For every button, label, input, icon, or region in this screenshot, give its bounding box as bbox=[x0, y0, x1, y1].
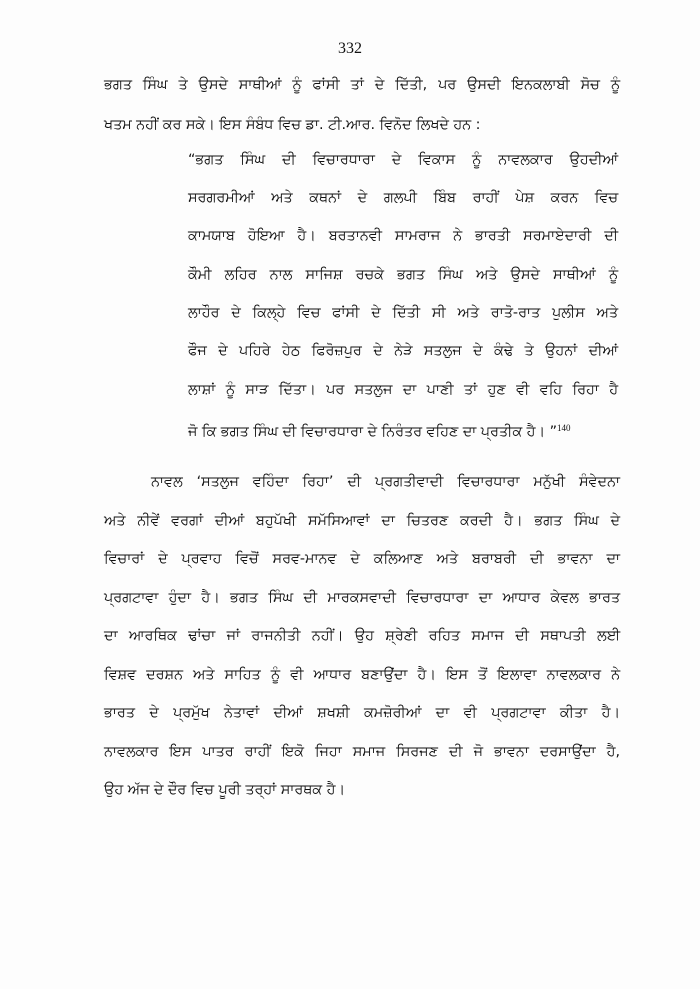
text-line: ਵਿਸ਼ਵ ਦਰਸ਼ਨ ਅਤੇ ਸਾਹਿਤ ਨੂੰ ਵੀ ਆਧਾਰ ਬਣਾਉਂਦਾ ਹੈ। ਇਸ ਤੋਂ ਇਲਾਵਾ ਨਾਵਲਕਾਰ ਨੇ bbox=[104, 667, 620, 683]
page-number: 332 bbox=[338, 40, 362, 57]
quote-line: ਫੌਜ ਦੇ ਪਹਿਰੇ ਹੇਠ ਫਿਰੋਜ਼ਪੁਰ ਦੇ ਨੇੜੇ ਸਤਲੁਜ ਦੇ ਕੰਢੇ ਤੇ ਉਹਨਾਂ ਦੀਆਂ bbox=[188, 343, 618, 359]
text-line: ਅਤੇ ਨੀਵੇਂ ਵਰਗਾਂ ਦੀਆਂ ਬਹੁਪੱਖੀ ਸਮੱਸਿਆਵਾਂ ਦਾ ਚਿਤਰਣ ਕਰਦੀ ਹੈ। ਭਗਤ ਸਿੰਘ ਦੇ bbox=[104, 513, 620, 529]
text-line: ਉਹ ਅੱਜ ਦੇ ਦੌਰ ਵਿਚ ਪੂਰੀ ਤਰ੍ਹਾਂ ਸਾਰਥਕ ਹੈ। bbox=[104, 782, 346, 798]
text-line: ਭਾਰਤ ਦੇ ਪ੍ਰਮੁੱਖ ਨੇਤਾਵਾਂ ਦੀਆਂ ਸ਼ਖਸ਼ੀ ਕਮਜ਼ੋਰੀਆਂ ਦਾ ਵੀ ਪ੍ਰਗਟਾਵਾ ਕੀਤਾ ਹੈ। bbox=[104, 705, 620, 721]
text-line: ਖਤਮ ਨਹੀਂ ਕਰ ਸਕੇ। ਇਸ ਸੰਬੰਧ ਵਿਚ ਡਾ. ਟੀ.ਆਰ. ਵਿਨੋਦ ਲਿਖਦੇ ਹਨ : bbox=[104, 117, 481, 133]
quote-line: ਲਾਹੌਰ ਦੇ ਕਿਲ੍ਹੇ ਵਿਚ ਫਾਂਸੀ ਦੇ ਦਿੱਤੀ ਸੀ ਅਤੇ ਰਾਤੋ-ਰਾਤ ਪੁਲੀਸ ਅਤੇ bbox=[188, 305, 618, 321]
text-line: ਭਗਤ ਸਿੰਘ ਤੇ ਉਸਦੇ ਸਾਥੀਆਂ ਨੂੰ ਫਾਂਸੀ ਤਾਂ ਦੇ ਦਿੱਤੀ, ਪਰ ਉਸਦੀ ਇਨਕਲਾਬੀ ਸੋਚ ਨੂੰ bbox=[104, 77, 620, 93]
quote-line: ਸਰਗਰਮੀਆਂ ਅਤੇ ਕਥਨਾਂ ਦੇ ਗਲਪੀ ਬਿੰਬ ਰਾਹੀਂ ਪੇਸ਼ ਕਰਨ ਵਿਚ bbox=[188, 190, 618, 206]
text-line: ਨਾਵਲਕਾਰ ਇਸ ਪਾਤਰ ਰਾਹੀਂ ਇਕੋ ਜਿਹਾ ਸਮਾਜ ਸਿਰਜਣ ਦੀ ਜੋ ਭਾਵਨਾ ਦਰਸਾਉਂਦਾ ਹੈ, bbox=[104, 744, 620, 760]
quote-line: “ਭਗਤ ਸਿੰਘ ਦੀ ਵਿਚਾਰਧਾਰਾ ਦੇ ਵਿਕਾਸ ਨੂੰ ਨਾਵਲਕਾਰ ਉਹਦੀਆਂ bbox=[188, 152, 618, 168]
quote-text: ਜੋ ਕਿ ਭਗਤ ਸਿੰਘ ਦੀ ਵਿਚਾਰਧਾਰਾ ਦੇ ਨਿਰੰਤਰ ਵਹਿਣ ਦਾ ਪ੍ਰਤੀਕ ਹੈ। ” bbox=[188, 424, 557, 440]
quote-line: ਲਾਸ਼ਾਂ ਨੂੰ ਸਾੜ ਦਿੱਤਾ। ਪਰ ਸਤਲੁਜ ਦਾ ਪਾਣੀ ਤਾਂ ਹੁਣ ਵੀ ਵਹਿ ਰਿਹਾ ਹੈ bbox=[188, 382, 618, 398]
text-line: ਵਿਚਾਰਾਂ ਦੇ ਪ੍ਰਵਾਹ ਵਿਚੋਂ ਸਰਵ-ਮਾਨਵ ਦੇ ਕਲਿਆਣ ਅਤੇ ਬਰਾਬਰੀ ਦੀ ਭਾਵਨਾ ਦਾ bbox=[104, 551, 620, 567]
quote-line: ਕਾਮਯਾਬ ਹੋਇਆ ਹੈ। ਬਰਤਾਨਵੀ ਸਾਮਰਾਜ ਨੇ ਭਾਰਤੀ ਸਰਮਾਏਦਾਰੀ ਦੀ bbox=[188, 228, 618, 244]
quote-line: ਕੌਮੀ ਲਹਿਰ ਨਾਲ ਸਾਜਿਸ਼ ਰਚਕੇ ਭਗਤ ਸਿੰਘ ਅਤੇ ਉਸਦੇ ਸਾਥੀਆਂ ਨੂੰ bbox=[188, 267, 618, 283]
text-line: ਨਾਵਲ ‘ਸਤਲੁਜ ਵਹਿੰਦਾ ਰਿਹਾ’ ਦੀ ਪ੍ਰਗਤੀਵਾਦੀ ਵਿਚਾਰਧਾਰਾ ਮਨੁੱਖੀ ਸੰਵੇਦਨਾ bbox=[151, 474, 620, 490]
quote-line-last bbox=[188, 418, 618, 442]
footnote-reference: 140 bbox=[557, 423, 571, 433]
text-line: ਦਾ ਆਰਥਿਕ ਢਾਂਚਾ ਜਾਂ ਰਾਜਨੀਤੀ ਨਹੀਂ। ਉਹ ਸ਼੍ਰੇਣੀ ਰਹਿਤ ਸਮਾਜ ਦੀ ਸਥਾਪਤੀ ਲਈ bbox=[104, 628, 620, 644]
text-line: ਪ੍ਰਗਟਾਵਾ ਹੁੰਦਾ ਹੈ। ਭਗਤ ਸਿੰਘ ਦੀ ਮਾਰਕਸਵਾਦੀ ਵਿਚਾਰਧਾਰਾ ਦਾ ਆਧਾਰ ਕੇਵਲ ਭਾਰਤ bbox=[104, 590, 620, 606]
